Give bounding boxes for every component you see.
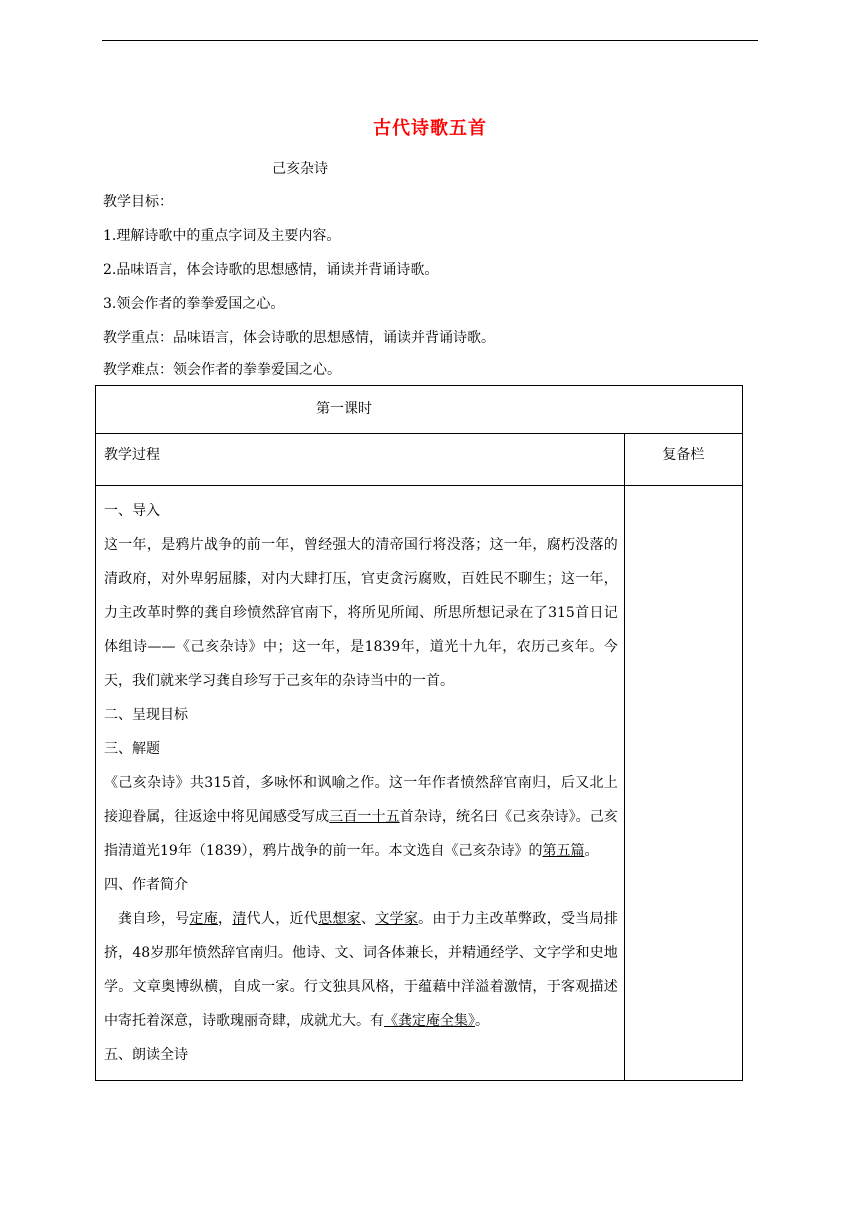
review-content-cell xyxy=(624,486,742,1081)
text-run: 龚自珍，号 xyxy=(118,911,190,927)
text-run: 、 xyxy=(360,911,376,927)
process-header-cell xyxy=(96,434,625,486)
section-heading-goals: 二、呈现目标 xyxy=(104,707,188,723)
difficulty: 教学难点：领会作者的拳拳爱国之心。 xyxy=(103,362,341,378)
underlined-term: 定庵 xyxy=(189,911,219,927)
intro-paragraph: 这一年，是鸦片战争的前一年，曾经强大的清帝国行将没落；这一年，腐朽没落的清政府，对外卑躬屈膝，对内大肆打压，官吏贪污腐败，百姓民不聊生；这一年，力主改革时弊的龚自珍愤然辞官南下，将所见所闻、所思所想记录在了315首日记体组诗——《己亥杂诗》中；这一年，是1839年，道光十九年，农历己亥年。今天，我们就来学习龚自珍写于己亥年的杂诗当中的一首。 xyxy=(104,537,618,689)
period-row xyxy=(96,386,743,434)
period-cell xyxy=(96,386,743,434)
section-heading-intro: 一、导入 xyxy=(104,503,160,519)
review-header: 复备栏 xyxy=(662,447,705,463)
underlined-term: 清 xyxy=(232,911,247,927)
underlined-term: 三百一十五 xyxy=(329,809,400,825)
underlined-term: 文学家 xyxy=(375,911,419,927)
header-row xyxy=(96,434,743,486)
period-label: 第一课时 xyxy=(316,401,372,417)
header-rule xyxy=(102,40,758,41)
underlined-term: 第五篇 xyxy=(542,843,585,859)
text-run: 首杂诗，统名曰《己亥杂诗》。己亥指清道光19年（1839），鸦片战争的前一年。本文选自《己亥杂诗》的 xyxy=(104,809,618,859)
text-run: 。 xyxy=(584,843,599,859)
objective-item-1: 1.理解诗歌中的重点字词及主要内容。 xyxy=(103,228,341,244)
text-run: 《己亥杂诗》共315首，多咏怀和讽喻之作。这一年作者愤然辞官南归，后又北上接迎眷属，往返途中将见闻感受写成 xyxy=(104,775,618,825)
text-run: 。由于力主改革弊政，受当局排挤，48岁那年愤然辞官南归。他诗、文、词各体兼长，并精通经学、文字学和史地学。文章奥博纵横，自成一家。行文独具风格，于蕴藉中洋溢着激情，于客观描述中寄托着深意，诗歌瑰丽奇肆，成就尤大。有 xyxy=(104,911,618,1029)
process-header: 教学过程 xyxy=(104,447,160,463)
text-run: 。 xyxy=(475,1013,489,1029)
section-heading-title-explanation: 三、解题 xyxy=(104,741,160,757)
author-paragraph xyxy=(104,902,618,1038)
text-run: 代人，近代 xyxy=(246,911,319,927)
section-heading-recite: 五、朗读全诗 xyxy=(104,1047,188,1063)
document-title: 古代诗歌五首 xyxy=(373,118,487,139)
text-run: ， xyxy=(218,911,233,927)
lesson-table xyxy=(95,385,743,1081)
objective-item-3: 3.领会作者的拳拳爱国之心。 xyxy=(103,296,285,312)
underlined-term: 思想家 xyxy=(318,911,361,927)
process-content-cell xyxy=(96,486,625,1081)
poem-subtitle: 己亥杂诗 xyxy=(272,161,328,177)
objective-item-2: 2.品味语言，体会诗歌的思想感情，诵读并背诵诗歌。 xyxy=(103,262,439,278)
content-row xyxy=(96,486,743,1081)
objectives-label: 教学目标： xyxy=(103,194,173,210)
section-heading-author: 四、作者简介 xyxy=(104,877,188,893)
title-explanation-paragraph xyxy=(104,766,618,868)
underlined-term: 《龚定庵全集》 xyxy=(384,1013,475,1029)
key-point: 教学重点：品味语言，体会诗歌的思想感情，诵读并背诵诗歌。 xyxy=(103,330,495,346)
review-header-cell xyxy=(624,434,742,486)
